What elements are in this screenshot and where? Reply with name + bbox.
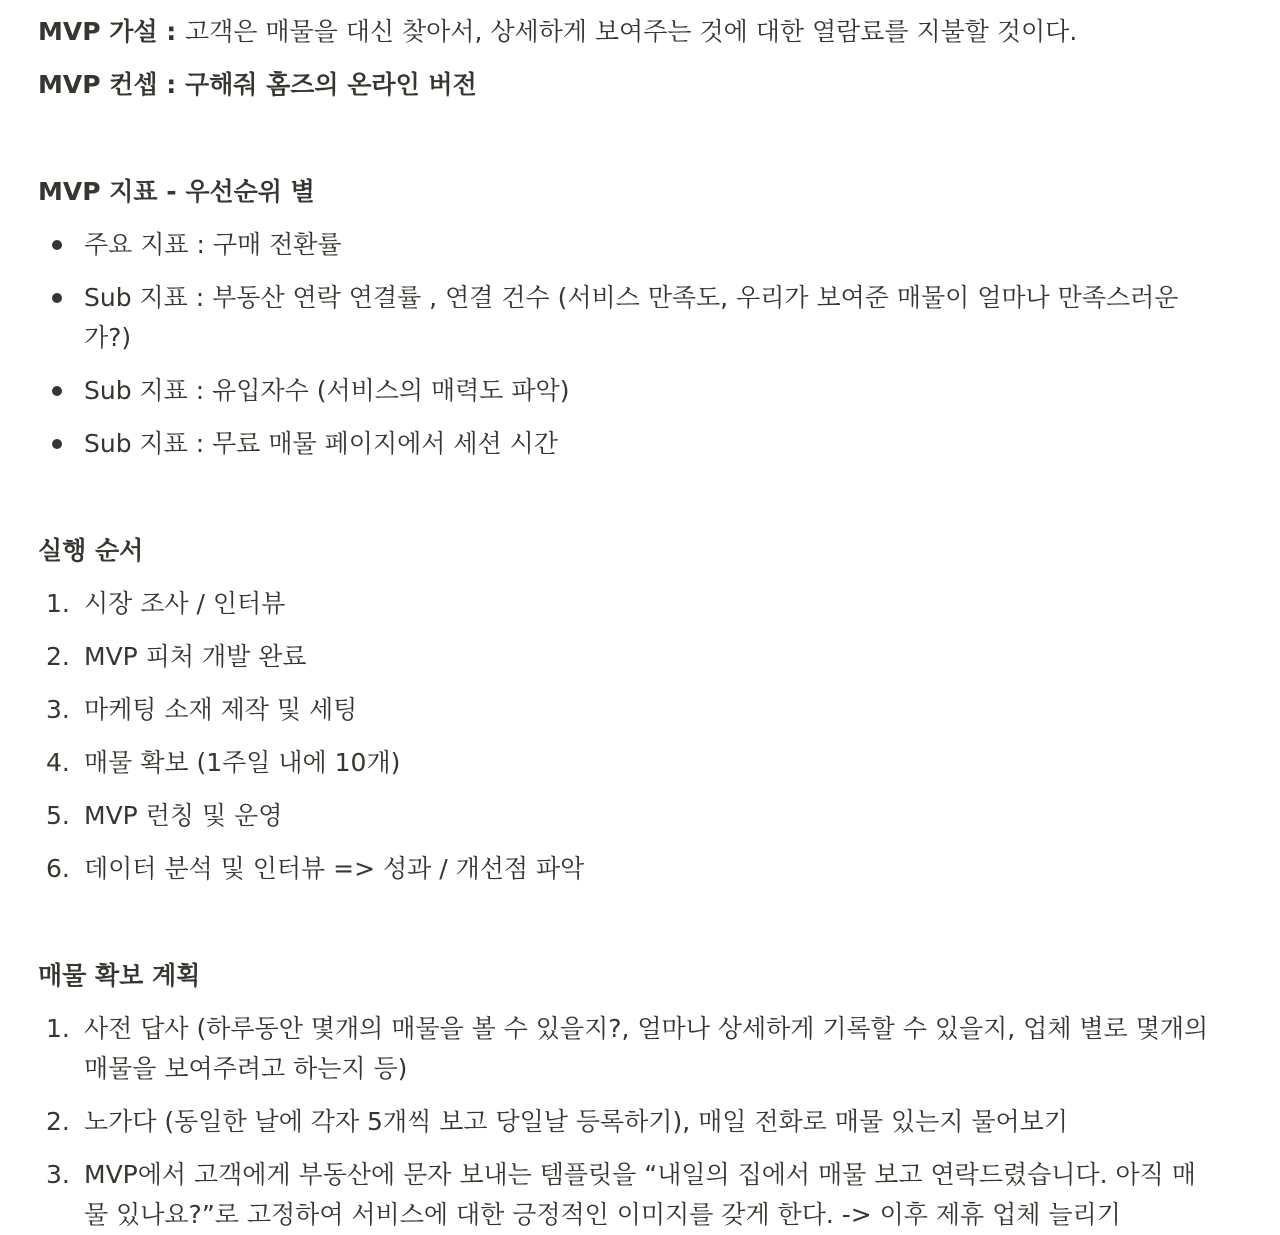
- list-item: [38, 796, 1242, 836]
- list-item: [38, 371, 1242, 411]
- list-item: [38, 424, 1242, 464]
- list-item-text: 주요 지표 : 구매 전환률: [84, 230, 342, 259]
- list-item-text: Sub 지표 : 무료 매물 페이지에서 세션 시간: [84, 429, 558, 458]
- list-item-text: 매물 확보 (1주일 내에 10개): [84, 748, 401, 777]
- bullet-icon: [52, 386, 62, 396]
- list-item-number: 3.: [46, 695, 70, 724]
- list-item-number: 1.: [46, 1014, 70, 1043]
- list-item: [38, 690, 1242, 730]
- list-item: [38, 225, 1242, 265]
- acquisition-heading: 매물 확보 계획: [38, 961, 201, 990]
- list-item-number: 2.: [46, 642, 70, 671]
- list-item-text: 노가다 (동일한 날에 각자 5개씩 보고 당일날 등록하기), 매일 전화로 매물 있는지 물어보기: [84, 1107, 1068, 1136]
- spacer: [38, 902, 1242, 956]
- metrics-list: [38, 225, 1242, 464]
- bullet-icon: [52, 439, 62, 449]
- list-item-text: MVP 런칭 및 운영: [84, 801, 283, 830]
- mvp-hypothesis-separator: :: [157, 17, 185, 46]
- bullet-icon: [52, 240, 62, 250]
- list-item: [38, 1009, 1242, 1089]
- list-item: [38, 1155, 1242, 1235]
- mvp-hypothesis: [38, 12, 1242, 52]
- mvp-concept: MVP 컨셉 : 구해줘 홈즈의 온라인 버전: [38, 70, 477, 99]
- acquisition-list: [38, 1009, 1242, 1235]
- spacer: [38, 118, 1242, 172]
- list-item-text: Sub 지표 : 부동산 연락 연결률 , 연결 건수 (서비스 만족도, 우리가 보여준 매물이 얼마나 만족스러운가?): [84, 283, 1179, 352]
- list-item: [38, 278, 1242, 358]
- list-item: [38, 637, 1242, 677]
- list-item-number: 1.: [46, 589, 70, 618]
- list-item: [38, 849, 1242, 889]
- list-item-number: 3.: [46, 1160, 70, 1189]
- bullet-icon: [52, 293, 62, 303]
- list-item-number: 6.: [46, 854, 70, 883]
- list-item-number: 2.: [46, 1107, 70, 1136]
- list-item-text: 데이터 분석 및 인터뷰 => 성과 / 개선점 파악: [84, 854, 585, 883]
- list-item-number: 4.: [46, 748, 70, 777]
- execution-list: [38, 584, 1242, 889]
- list-item-text: 사전 답사 (하루동안 몇개의 매물을 볼 수 있을지?, 얼마나 상세하게 기록할 수 있을지, 업체 별로 몇개의 매물을 보여주려고 하는지 등): [84, 1014, 1209, 1083]
- list-item: [38, 1102, 1242, 1142]
- list-item-text: 마케팅 소재 제작 및 세팅: [84, 695, 358, 724]
- mvp-hypothesis-text: 고객은 매물을 대신 찾아서, 상세하게 보여주는 것에 대한 열람료를 지불할 것이다.: [184, 17, 1078, 46]
- execution-heading: 실행 순서: [38, 536, 144, 565]
- list-item-text: MVP에서 고객에게 부동산에 문자 보내는 템플릿을 “내일의 집에서 매물 보고 연락드렸습니다. 아직 매물 있나요?”로 고정하여 서비스에 대한 긍정적인 이미지를 갖게 한다. -> 이후 제휴 업체 늘리기: [84, 1160, 1196, 1229]
- spacer: [38, 477, 1242, 531]
- metrics-heading: MVP 지표 - 우선순위 별: [38, 177, 315, 206]
- list-item: [38, 743, 1242, 783]
- list-item-text: 시장 조사 / 인터뷰: [84, 589, 286, 618]
- list-item-text: MVP 피처 개발 완료: [84, 642, 307, 671]
- mvp-hypothesis-label: MVP 가설: [38, 17, 158, 46]
- list-item-number: 5.: [46, 801, 70, 830]
- list-item: [38, 584, 1242, 624]
- list-item-text: Sub 지표 : 유입자수 (서비스의 매력도 파악): [84, 376, 570, 405]
